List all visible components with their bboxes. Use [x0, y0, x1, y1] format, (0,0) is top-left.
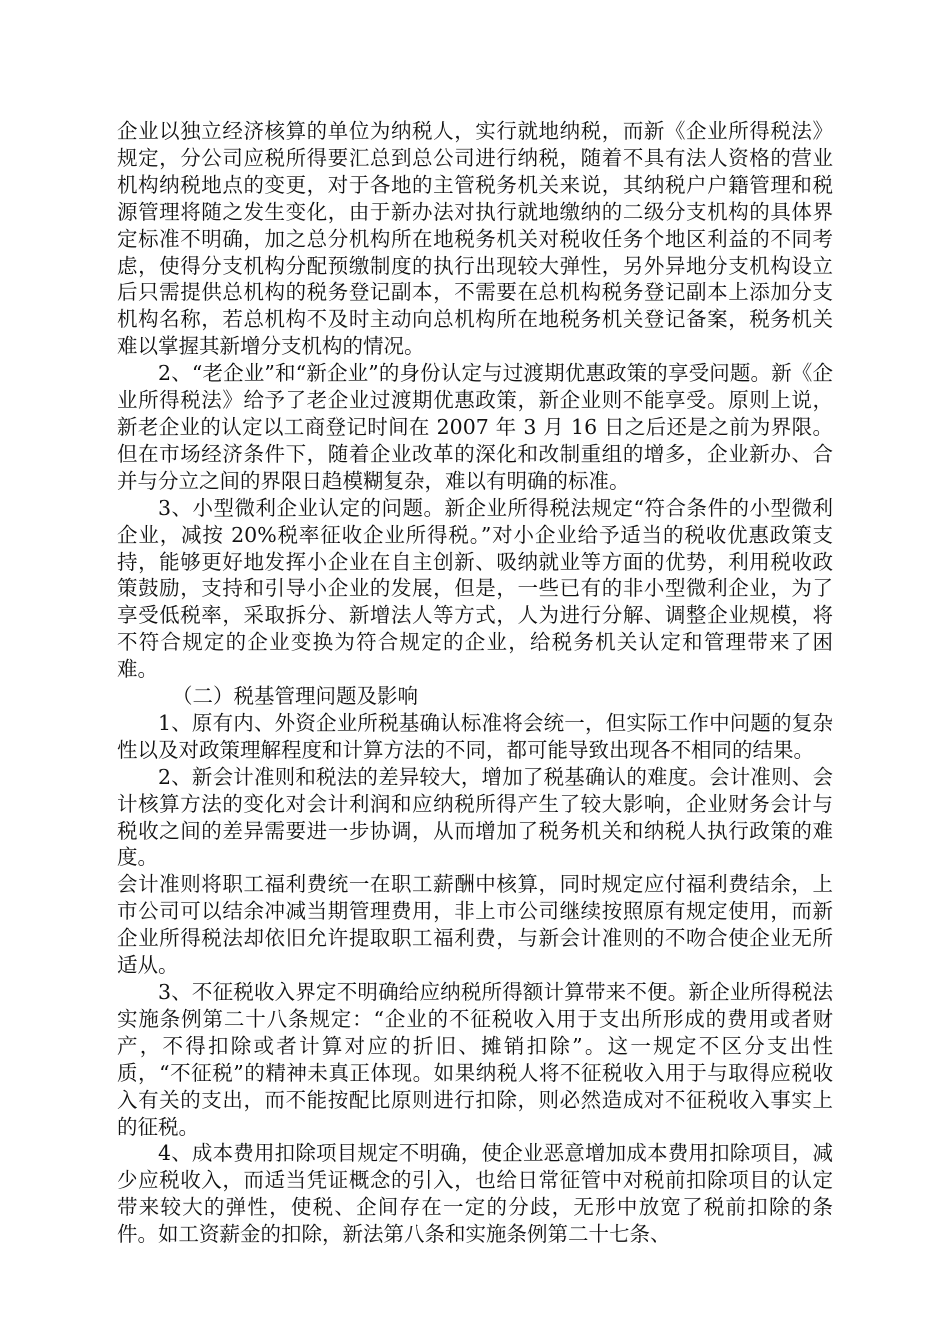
- document-page: [117, 118, 833, 1248]
- paragraph-accounting-standards: 2、新会计准则和税法的差异较大，增加了税基确认的难度。会计准则、会计核算方法的变化对会计利润和应纳税所得产生了较大影响，企业财务会计与税收之间的差异需要进一步协调，从而增加了税务机关和纳税人执行政策的难度。: [117, 764, 833, 870]
- paragraph-branch-tax: 企业以独立经济核算的单位为纳税人，实行就地纳税，而新《企业所得税法》规定，分公司应税所得要汇总到总公司进行纳税，随着不具有法人资格的营业机构纳税地点的变更，对于各地的主管税务机关来说，其纳税户户籍管理和税源管理将随之发生变化，由于新办法对执行就地缴纳的二级分支机构的具体界定标准不明确，加之总分机构所在地税务机关对税收任务个地区利益的不同考虑，使得分支机构分配预缴制度的执行出现较大弹性，另外异地分支机构设立后只需提供总机构的税务登记副本，不需要在总机构税务登记副本上添加分支机构名称，若总机构不及时主动向总机构所在地税务机关登记备案，税务机关难以掌握其新增分支机构的情况。: [117, 119, 833, 359]
- paragraph-cost-deduction: 4、成本费用扣除项目规定不明确，使企业恶意增加成本费用扣除项目，减少应税收入，而适当凭证概念的引入，也给日常征管中对税前扣除项目的认定带来较大的弹性，使税、企间存在一定的分歧，无形中放宽了税前扣除的条件。如工资薪金的扣除，新法第八条和实施条例第二十七条、: [117, 1141, 833, 1247]
- paragraph-old-new-enterprise: 2、“老企业”和“新企业”的身份认定与过渡期优惠政策的享受问题。新《企业所得税法》给予了老企业过渡期优惠政策，新企业则不能享受。原则上说，新老企业的认定以工商登记时间在 2007 年 3 月 16 日之后还是之前为界限。但在市场经济条件下，随着企业改革的深化和改制重组的增多，企业新办、合并与分立之间的界限日趋模糊复杂，难以有明确的标准。: [117, 361, 833, 493]
- paragraph-non-taxable-income: 3、不征税收入界定不明确给应纳税所得额计算带来不便。新企业所得税法实施条例第二十八条规定：“企业的不征税收入用于支出所形成的费用或者财产，不得扣除或者计算对应的折旧、摊销扣除”。这一规定不区分支出性质，“不征税”的精神未真正体现。如果纳税人将不征税收入用于与取得应税收入有关的支出，而不能按配比原则进行扣除，则必然造成对不征税收入事实上的征税。: [117, 980, 833, 1139]
- section-heading-tax-base: （二）税基管理问题及影响: [172, 684, 418, 709]
- paragraph-welfare-expense: 会计准则将职工福利费统一在职工薪酬中核算，同时规定应付福利费结余，上市公司可以结余冲减当期管理费用，非上市公司继续按照原有规定使用，而新企业所得税法却依旧允许提取职工福利费，与新会计准则的不吻合使企业无所适从。: [117, 872, 833, 978]
- paragraph-tax-base-unified: 1、原有内、外资企业所税基确认标准将会统一，但实际工作中问题的复杂性以及对政策理解程度和计算方法的不同，都可能导致出现各不相同的结果。: [117, 710, 833, 762]
- paragraph-small-profit-enterprise: 3、小型微利企业认定的问题。新企业所得税法规定“符合条件的小型微利企业，减按 20%税率征收企业所得税。”对小企业给予适当的税收优惠政策支持，能够更好地发挥小企业在自主创新、吸纳就业等方面的优势，利用税收政策鼓励，支持和引导小企业的发展，但是，一些已有的非小型微利企业，为了享受低税率，采取拆分、新增法人等方式，人为进行分解、调整企业规模，将不符合规定的企业变换为符合规定的企业，给税务机关认定和管理带来了困难。: [117, 495, 833, 682]
